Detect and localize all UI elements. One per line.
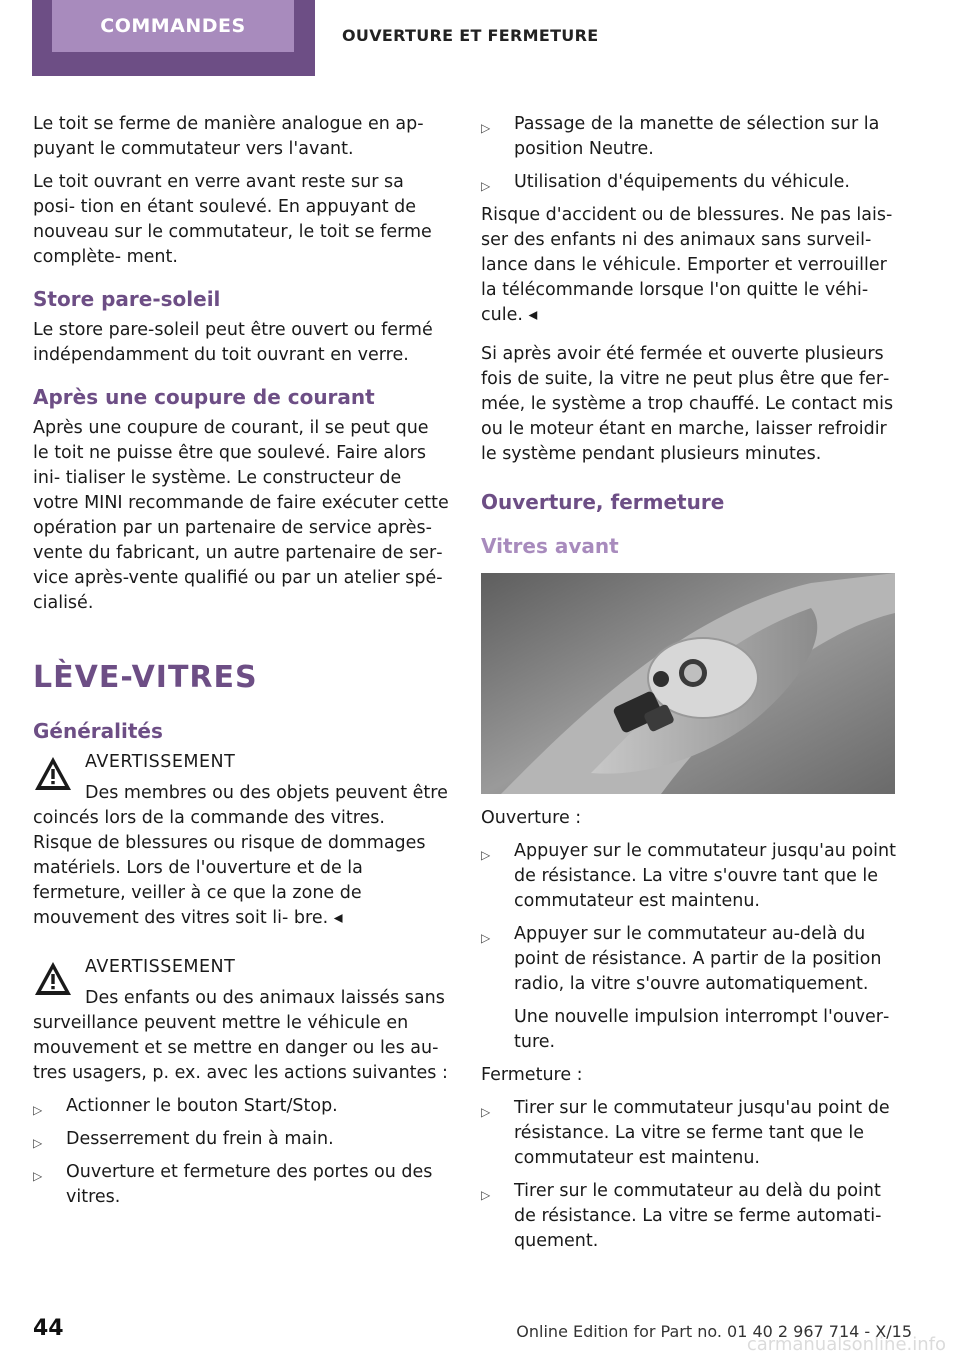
chapter-title: OUVERTURE ET FERMETURE: [342, 26, 599, 45]
bullet-list: [481, 112, 897, 195]
list-item-text: Tirer sur le commutateur jusqu'au point de résistance. La vitre se ferme tant que le commutateur est maintenu.: [514, 1098, 890, 1168]
heading-vitres-avant: Vitres avant: [481, 534, 619, 558]
list-item: [481, 839, 897, 914]
heading-store: Store pare-soleil: [33, 287, 221, 311]
label-ouverture: Ouverture :: [481, 808, 582, 828]
section-tab-label: COMMANDES: [52, 0, 294, 52]
warning-text: Des enfants ou des animaux laissés sans surveillance peuvent mettre le véhicule en mouvement et se mettre en danger ou les au‐ tres usagers, p. ex. avec les actions suivantes :: [33, 988, 448, 1083]
list-item-text: Desserrement du frein à main.: [66, 1129, 334, 1149]
paragraph: Si après avoir été fermée et ouverte plusieurs fois de suite, la vitre ne peut plus être que fer‐ mée, le système a trop chauffé. Le contact mis ou le moteur étant en marche, laisser refroidir le système pendant plusieurs minutes.: [481, 344, 894, 464]
warning-text: Des membres ou des objets peuvent être coincés lors de la commande des vitres. Risque de blessures ou risque de dommages matériels. Lors de l'ouverture et de la fermeture, veiller à ce que la zone de mouvement des vitres soit li‐ bre. ◂: [33, 783, 448, 928]
list-item-text: Appuyer sur le commutateur au-delà du point de résistance. A partir de la position radio, la vitre s'ouvre automatiquement.: [514, 924, 882, 994]
bullet-triangle-icon: ▷: [33, 1103, 43, 1117]
list-item-text: Ouverture et fermeture des portes ou des vitres.: [66, 1162, 433, 1207]
bullet-triangle-icon: ▷: [481, 848, 491, 862]
list-item: [481, 170, 897, 195]
heading-leve-vitres: LÈVE-VITRES: [33, 660, 258, 695]
warning-block: [33, 750, 449, 931]
list-item: [481, 112, 897, 162]
bullet-triangle-icon: ▷: [481, 1188, 491, 1202]
list-item-text: Passage de la manette de sélection sur la position Neutre.: [514, 114, 880, 159]
bullet-triangle-icon: ▷: [481, 931, 491, 945]
warning-title: AVERTISSEMENT: [85, 957, 236, 977]
page-number: 44: [33, 1316, 64, 1341]
list-item-text: Utilisation d'équipements du véhicule.: [514, 172, 850, 192]
warning-title: AVERTISSEMENT: [85, 752, 236, 772]
heading-generalites: Généralités: [33, 719, 163, 743]
bullet-triangle-icon: ▷: [33, 1136, 43, 1150]
paragraph: Le store pare-soleil peut être ouvert ou fermé indépendamment du toit ouvrant en verre.: [33, 320, 433, 365]
list-item: [481, 1096, 897, 1171]
label-fermeture: Fermeture :: [481, 1065, 583, 1085]
paragraph: Après une coupure de courant, il se peut que le toit ne puisse être que soulevé. Faire alors ini‐ tialiser le système. Le constructeur de votre MINI recommande de faire exécuter cette opération par un partenaire de service après‐ vente du fabricant, un autre partenaire de ser‐ vice après-vente qualifié ou par un atelier spé‐ cialisé.: [33, 418, 449, 613]
paragraph: Risque d'accident ou de blessures. Ne pas lais‐ ser des enfants ni des animaux sans surveil‐ lance dans le véhicule. Emporter et verrouiller la télécommande lorsque l'on quitte le véhi‐ cule. ◂: [481, 205, 893, 325]
list-item-text: Appuyer sur le commutateur jusqu'au point de résistance. La vitre s'ouvre tant que le commutateur est maintenu.: [514, 841, 896, 911]
warning-icon: [33, 754, 73, 794]
bullet-list: [33, 1094, 449, 1210]
bullet-triangle-icon: ▷: [481, 1105, 491, 1119]
window-switch-photo: [481, 573, 895, 794]
bullet-triangle-icon: ▷: [481, 121, 491, 135]
list-item: [33, 1127, 449, 1152]
bullet-triangle-icon: ▷: [33, 1169, 43, 1183]
watermark: carmanualsonline.info: [746, 1334, 946, 1355]
list-item: [481, 922, 897, 997]
list-item: [33, 1160, 449, 1210]
list-item: [33, 1094, 449, 1119]
section-tab: [32, 0, 315, 76]
warning-block: [33, 955, 449, 1086]
paragraph: Le toit ouvrant en verre avant reste sur sa posi‐ tion en étant soulevé. En appuyant de nouveau sur le commutateur, le toit se ferme complète‐ ment.: [33, 172, 432, 267]
list-item: [481, 1179, 897, 1254]
paragraph: Une nouvelle impulsion interrompt l'ouver‐ ture.: [514, 1007, 890, 1052]
list-item-text: Actionner le bouton Start/Stop.: [66, 1096, 338, 1116]
bullet-triangle-icon: ▷: [481, 179, 491, 193]
bullet-list: [481, 839, 897, 997]
heading-ouverture-fermeture: Ouverture, fermeture: [481, 490, 725, 514]
left-column: [33, 112, 449, 1218]
right-column: [481, 112, 897, 1262]
list-item-text: Tirer sur le commutateur au delà du point de résistance. La vitre se ferme automati‐ quement.: [514, 1181, 882, 1251]
bullet-list: [481, 1096, 897, 1254]
paragraph: Le toit se ferme de manière analogue en ap‐ puyant le commutateur vers l'avant.: [33, 114, 424, 159]
warning-icon: [33, 959, 73, 999]
heading-coupure: Après une coupure de courant: [33, 385, 375, 409]
edition-footer: Online Edition for Part no. 01 40 2 967 714 - X/15: [516, 1322, 912, 1341]
